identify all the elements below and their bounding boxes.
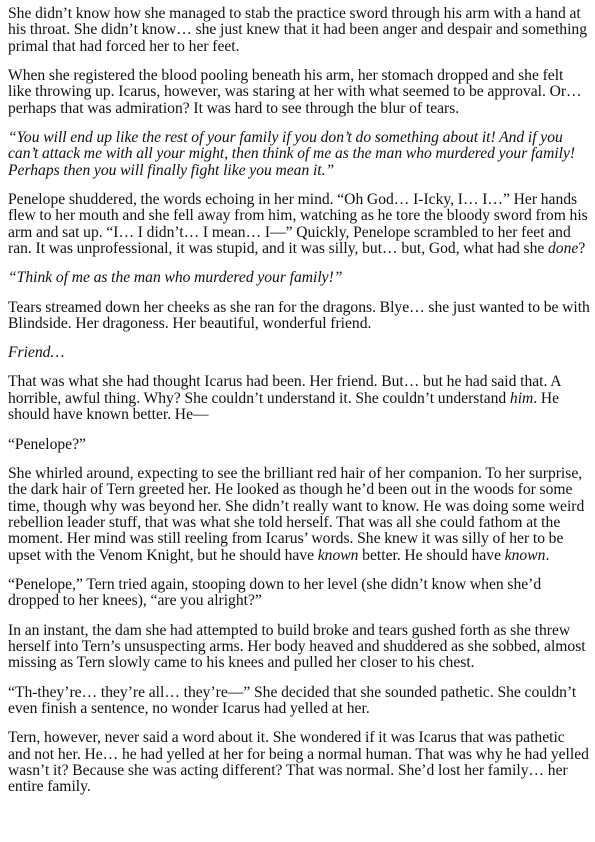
paragraph-text: Tern, however, never said a word about it. She wondered if it was Icarus that was pathetic and not her. He… he had yelled at her for being a normal human. That was why he had yelled wasn’t it? Because she was acting different? That was normal. She’d lost her family… her entire family. [8,729,589,796]
paragraph-text: “Think of me as the man who murdered your family!” [8,269,343,287]
body-paragraph [8,300,590,333]
paragraph-text: ? [578,240,586,258]
body-paragraph [8,730,590,796]
paragraph-text: Penelope shuddered, the words echoing in her mind. “Oh God… I-Icky, I… I…” Her hands flew to her mouth and she fell away from him, watching as he tore the bloody sword from his arm and sat up. “I… I didn’t… I mean… I—” Quickly, Penelope scrambled to her feet and ran. It was unprofessional, it was stupid, and it was silly, but… but, God, what had she [8,191,588,258]
paragraph-text: “Penelope?” [8,435,86,453]
paragraph-text: better. He should have [358,546,505,564]
body-paragraph [8,345,590,361]
body-paragraph [8,374,590,423]
paragraph-text: Tears streamed down her cheeks as she ran for the dragons. Blye… she just wanted to be with Blindside. Her dragoness. Her beautiful, wonderful friend. [8,298,590,333]
body-paragraph [8,466,590,564]
paragraph-text: “You will end up like the rest of your family if you don’t do something about it! And if you can’t attack me with all your might, then think of me as the man who murdered your family! Perhaps then you will finally fight like you mean it.” [8,129,576,179]
paragraph-text: She didn’t know how she managed to stab the practice sword through his arm with a hand at his throat. She didn’t know… she just knew that it had been anger and despair and something primal that had forced her to her feet. [8,5,587,55]
paragraph-text: . He should have known better. He— [8,389,560,424]
body-paragraph [8,68,590,117]
body-paragraph [8,577,590,610]
body-paragraph [8,6,590,55]
paragraph-text: That was what she had thought Icarus had been. Her friend. But… but he had said that. A horrible, awful thing. Why? She couldn’t understand it. She couldn’t understand [8,373,561,407]
paragraph-text: . [545,546,550,564]
paragraph-text: “Penelope,” Tern tried again, stooping down to her level (she didn’t know when she’d dropped to her knees), “are you alright?” [8,575,542,610]
body-paragraph [8,437,590,453]
paragraph-text: When she registered the blood pooling beneath his arm, her stomach dropped and she felt like throwing up. Icarus, however, was staring at her with what seemed to be approval. Or… perhaps that was admiration? It was hard to see through the blur of tears. [8,67,582,117]
body-paragraph [8,685,590,718]
paragraph-text: In an instant, the dam she had attempted to build broke and tears gushed forth as she threw herself into Tern’s unsuspecting arms. Her body heaved and shuddered as she sobbed, almost missing as Tern slowly came to his knees and pulled her closer to his chest. [8,621,586,672]
emphasized-text: him [509,389,534,407]
emphasized-text: known [317,546,359,564]
paragraph-text: “Th-they’re… they’re all… they’re—” She decided that she sounded pathetic. She couldn’t even finish a sentence, no wonder Icarus had yelled at her. [8,683,577,717]
body-paragraph [8,192,590,258]
body-paragraph [8,623,590,672]
paragraph-text: She whirled around, expecting to see the brilliant red hair of her companion. To her surprise, the dark hair of Tern greeted her. He looked as though he’d been out in the woods for some time, though why was beyond her. She didn’t really want to know. He was doing some weird rebellion leader stuff, that was what she told herself. That was all she could fathom at the moment. Her mind was still reeling from Icarus’ words. She knew it was silly of her to be upset with the Venom Knight, but he should have [8,464,585,564]
body-paragraph [8,130,590,179]
document-page [8,6,590,809]
paragraph-text: Friend… [8,344,65,362]
emphasized-text: known [504,546,546,564]
body-paragraph [8,270,590,286]
emphasized-text: done [548,240,579,258]
